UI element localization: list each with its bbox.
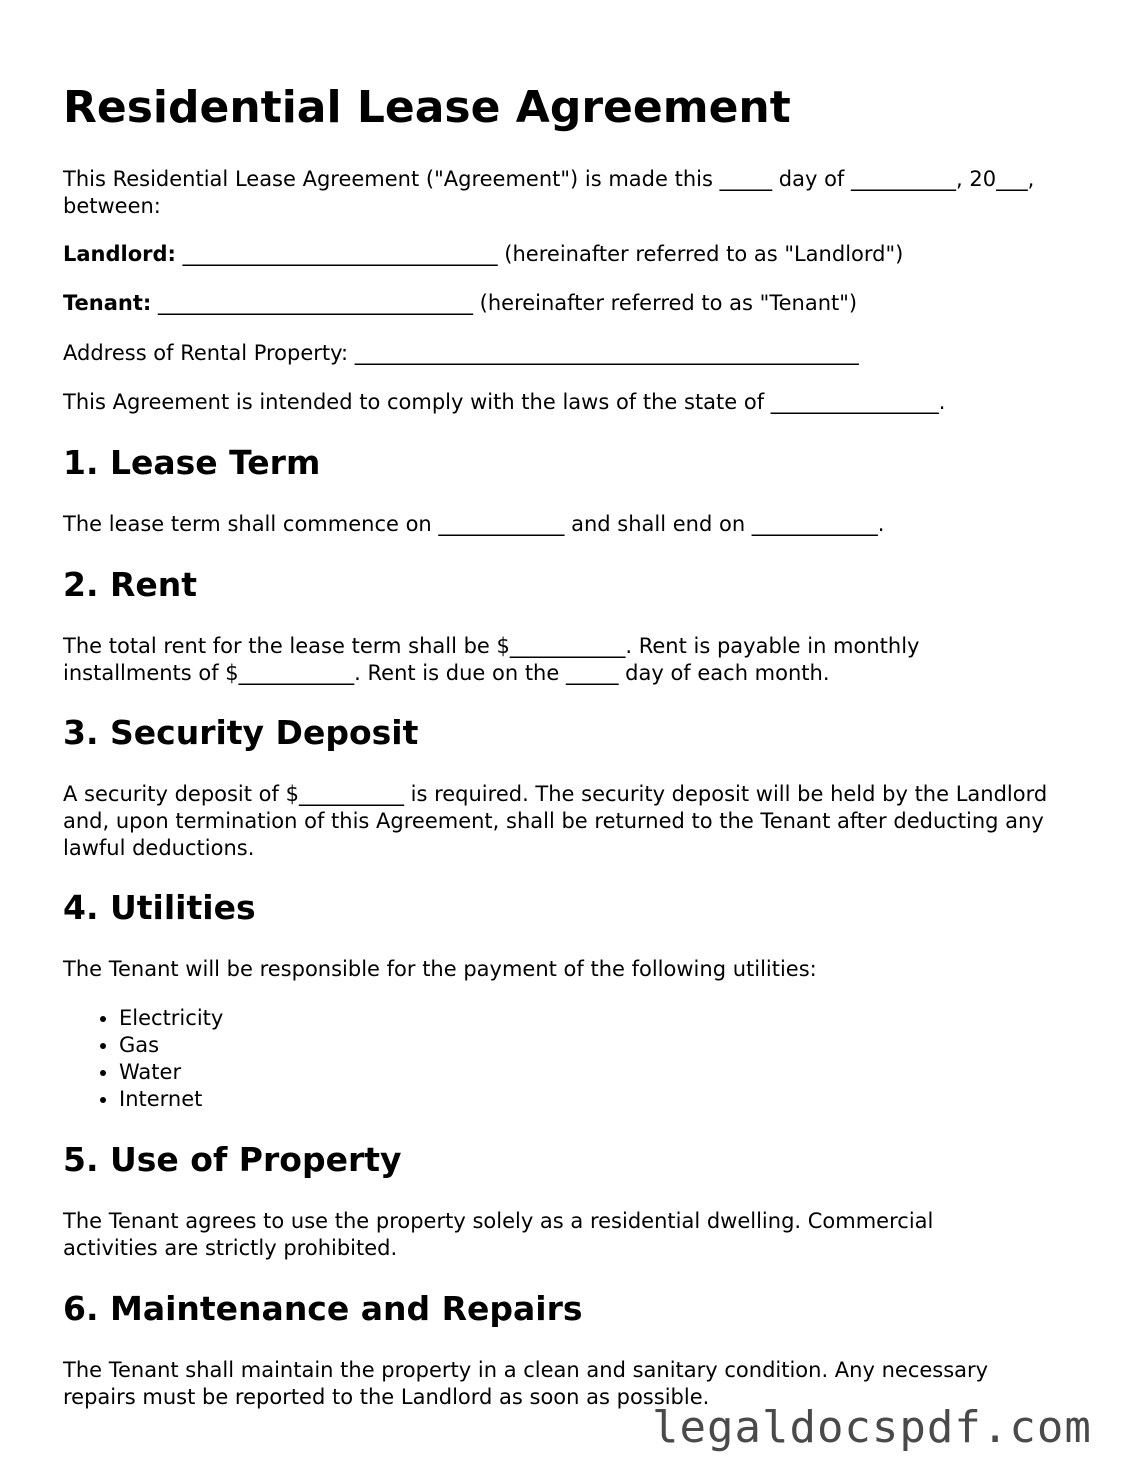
section-body-lease-term: The lease term shall commence on ____________ and shall end on ____________. (63, 512, 885, 536)
section-heading-rent: 2. Rent (63, 565, 198, 604)
section-heading-maintenance: 6. Maintenance and Repairs (63, 1289, 583, 1328)
utilities-list (63, 1005, 223, 1113)
section-body-security-deposit: A security deposit of $__________ is required. The security deposit will be held by the Landlord and, upon termination of this Agreement, shall be returned to the Tenant after deducting any lawful deductions. (63, 782, 1048, 860)
list-item: • Electricity (119, 1005, 223, 1032)
section-heading-utilities: 4. Utilities (63, 888, 256, 927)
landlord-label: Landlord: (63, 242, 176, 266)
list-item: • Internet (119, 1086, 223, 1113)
landlord-text: ______________________________ (hereinafter referred to as "Landlord") (175, 242, 904, 266)
state-line: This Agreement is intended to comply with the laws of the state of ________________. (63, 390, 946, 414)
section-body-use-of-property: The Tenant agrees to use the property solely as a residential dwelling. Commercial activities are strictly prohibited. (63, 1209, 934, 1260)
section-body-utilities: The Tenant will be responsible for the payment of the following utilities: (63, 957, 817, 981)
tenant-text: ______________________________ (hereinafter referred to as "Tenant") (151, 291, 858, 315)
section-heading-lease-term: 1. Lease Term (63, 443, 321, 482)
intro-paragraph: This Residential Lease Agreement ("Agreement") is made this _____ day of __________, 20___, between: (63, 167, 1035, 218)
section-heading-use-of-property: 5. Use of Property (63, 1140, 402, 1179)
tenant-label: Tenant: (63, 291, 152, 315)
watermark: legaldocspdf.com (652, 1402, 1092, 1453)
list-item: • Water (119, 1059, 223, 1086)
landlord-line (63, 241, 1063, 268)
document-title: Residential Lease Agreement (63, 82, 791, 133)
section-heading-security-deposit: 3. Security Deposit (63, 713, 419, 752)
tenant-line (63, 290, 1063, 317)
section-body-rent: The total rent for the lease term shall be $___________. Rent is payable in monthly installments of $___________. Rent is due on the _____ day of each month. (63, 634, 920, 685)
list-item: • Gas (119, 1032, 223, 1059)
section-body-maintenance: The Tenant shall maintain the property in a clean and sanitary condition. Any necessary repairs must be reported to the Landlord as soon as possible. (63, 1358, 989, 1409)
address-line: Address of Rental Property: ________________________________________________ (63, 341, 859, 365)
